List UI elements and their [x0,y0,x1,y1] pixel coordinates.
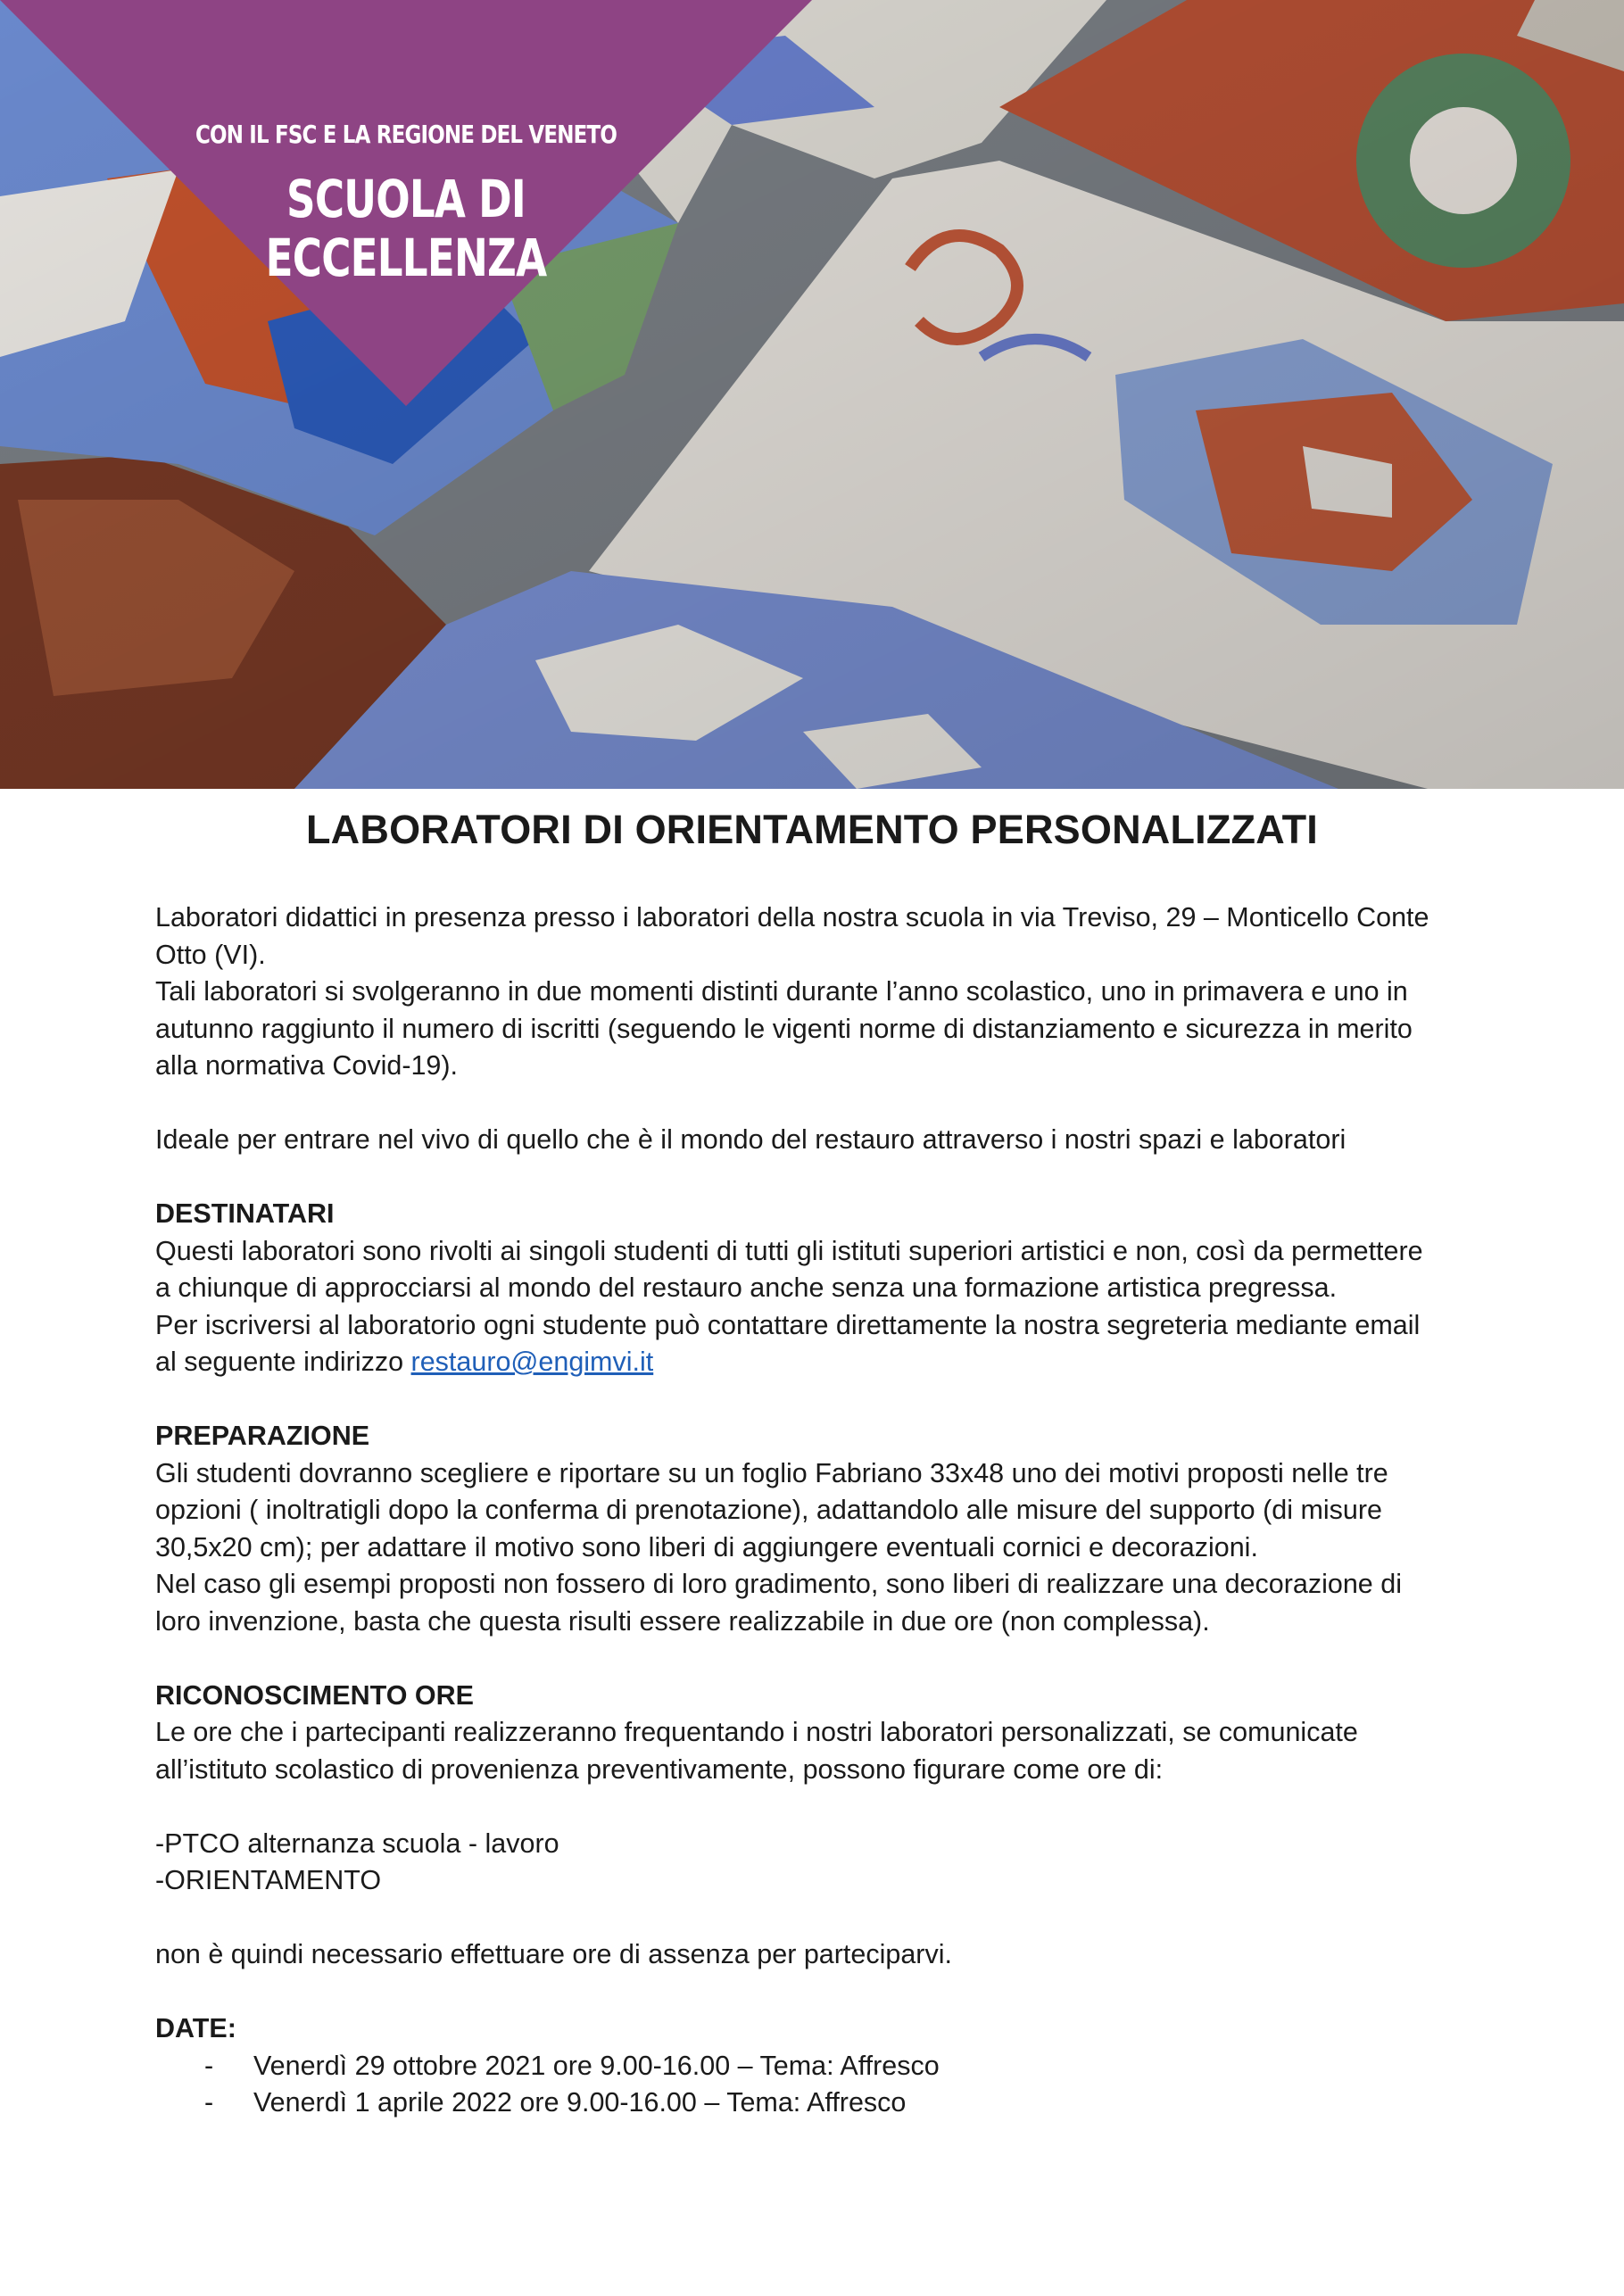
page-title: LABORATORI DI ORIENTAMENTO PERSONALIZZATI [305,807,1318,852]
destinatari-line: Questi laboratori sono rivolti ai singoli studenti di tutti gli istituti superiori artistici e non, così da permettere [155,1235,1423,1266]
preparazione-line: Gli studenti dovranno scegliere e riportare su un foglio Fabriano 33x48 uno dei motivi proposti nelle tre [155,1457,1388,1488]
intro-ideal: Ideale per entrare nel vivo di quello che è il mondo del restauro attraverso i nostri spazi e laboratori [155,1124,1346,1155]
date-text: Venerdì 29 ottobre 2021 ore 9.00-16.00 – Tema: Affresco [253,2050,940,2081]
badge-title [186,170,625,287]
riconoscimento-note: non è quindi necessario effettuare ore di assenza per parteciparvi. [155,1939,952,1969]
date-list [155,2048,1494,2122]
date-section [155,2010,1494,2122]
date-item [155,2048,1494,2085]
section-heading: RICONOSCIMENTO ORE [155,1679,474,1711]
badge-title-line2: ECCELLENZA [265,228,547,288]
list-dash: - [204,2050,214,2081]
destinatari-line [155,1344,1494,1381]
preparazione-line: opzioni ( inoltratigli dopo la conferma di prenotazione), adattandolo alle misure del supporto (di misure [155,1495,1382,1525]
riconoscimento-item: -PTCO alternanza scuola - lavoro [155,1828,559,1859]
section-heading: PREPARAZIONE [155,1421,370,1451]
preparazione-section [155,1418,1494,1640]
section-heading: DESTINATARI [155,1198,335,1229]
riconoscimento-line: all’istituto scolastico di provenienza preventivamente, possono figurare come ore di: [155,1753,1164,1785]
riconoscimento-section [155,1678,1494,1974]
intro-line: Otto (VI). [155,939,266,970]
preparazione-line: 30,5x20 cm); per adattare il motivo sono liberi di aggiungere eventuali cornici e decorazioni. [155,1531,1258,1562]
intro-line: alla normativa Covid-19). [155,1050,459,1081]
intro-line: Tali laboratori si svolgeranno in due momenti distinti durante l’anno scolastico, uno in primavera e uno in [155,976,1408,1007]
hero-image [0,0,1624,789]
email-link[interactable]: restauro@engimvi.it [410,1347,654,1377]
list-dash: - [204,2087,214,2118]
intro-line: Laboratori didattici in presenza presso i laboratori della nostra scuola in via Treviso, 29 – Monticello Conte [155,902,1429,932]
preparazione-line: Nel caso gli esempi proposti non fossero di loro gradimento, sono liberi di realizzare una decorazione di [155,1569,1402,1599]
date-item [155,2085,1494,2122]
destinatari-line: Per iscriversi al laboratorio ogni studente può contattare direttamente la nostra segreteria mediante email [155,1309,1421,1340]
section-heading: DATE: [155,2013,236,2043]
document-body [155,803,1494,2122]
badge-title-line1: SCUOLA DI [286,169,526,229]
date-text: Venerdì 1 aprile 2022 ore 9.00-16.00 – Tema: Affresco [253,2087,907,2118]
decorated-tiles-photo [0,0,1624,789]
badge-subtitle: CON IL FSC E LA REGIONE DEL VENETO [195,120,617,149]
destinatari-section [155,1196,1494,1381]
destinatari-line: a chiunque di approcciarsi al mondo del restauro anche senza una formazione artistica pregressa. [155,1272,1338,1303]
intro-line: autunno raggiunto il numero di iscritti (seguendo le vigenti norme di distanziamento e sicurezza in merito [155,1013,1413,1044]
riconoscimento-line: Le ore che i partecipanti realizzeranno frequentando i nostri laboratori personalizzati, se comunicate [155,1717,1358,1747]
preparazione-line: loro invenzione, basta che questa risulti essere realizzabile in due ore (non complessa). [155,1605,1210,1637]
intro-section [155,899,1494,1159]
riconoscimento-item: -ORIENTAMENTO [155,1865,382,1895]
email-prefix: al seguente indirizzo [155,1347,411,1377]
